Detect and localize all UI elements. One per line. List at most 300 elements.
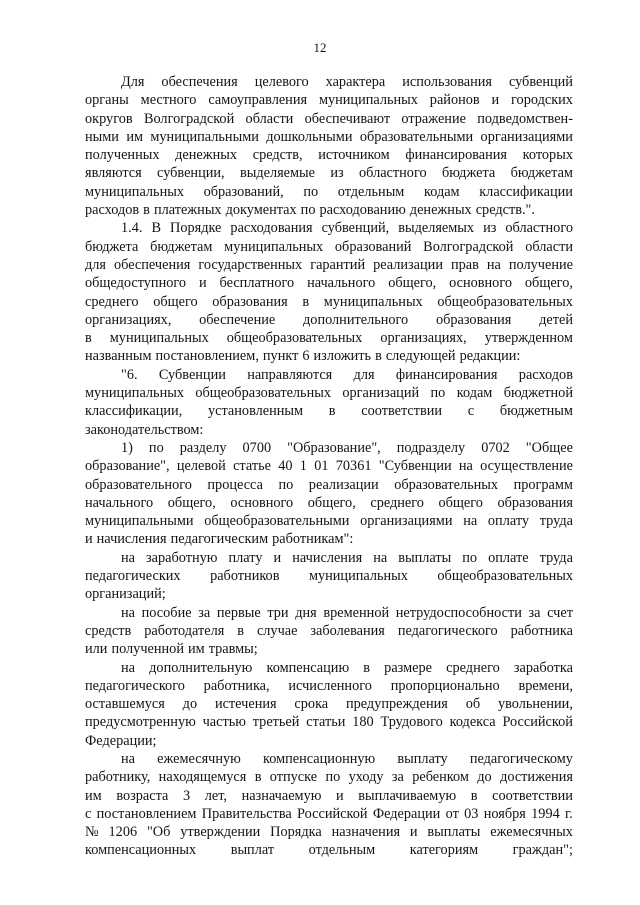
word: области bbox=[525, 238, 573, 255]
text-line bbox=[85, 713, 573, 731]
word: выплаты bbox=[398, 549, 452, 566]
word: соответствии bbox=[492, 787, 573, 804]
word: дошкольными bbox=[266, 128, 353, 145]
word: муниципальных bbox=[109, 330, 209, 347]
word: с bbox=[467, 403, 475, 420]
word: оплату bbox=[487, 513, 530, 530]
text-line bbox=[85, 585, 573, 603]
word: отражение bbox=[401, 110, 466, 127]
word: об bbox=[465, 696, 481, 713]
word: районов bbox=[429, 92, 480, 109]
word: до bbox=[477, 769, 492, 786]
word: среднего bbox=[370, 494, 424, 511]
word: 03 bbox=[464, 805, 479, 822]
word: 0700 bbox=[242, 439, 272, 456]
word: постановлением, bbox=[155, 348, 259, 365]
word: на bbox=[486, 256, 501, 273]
word: организаций; bbox=[85, 586, 166, 603]
word: процесса bbox=[207, 476, 263, 493]
word: субвенций bbox=[508, 74, 573, 90]
word: обеспечения bbox=[114, 256, 191, 273]
word: на bbox=[463, 513, 478, 530]
word: организаций bbox=[342, 385, 420, 402]
word: категориям bbox=[409, 842, 479, 859]
word: Федерации; bbox=[85, 732, 157, 749]
word: за bbox=[528, 604, 541, 621]
word: Российской bbox=[502, 714, 573, 731]
word: Правительства bbox=[201, 805, 292, 822]
word: "6. bbox=[121, 366, 138, 383]
word: отдельным bbox=[308, 842, 376, 859]
word: на bbox=[121, 549, 135, 566]
text-line bbox=[85, 256, 573, 274]
word: областного bbox=[505, 220, 573, 237]
word: им bbox=[187, 641, 205, 658]
word: от bbox=[445, 805, 459, 822]
word: за bbox=[198, 604, 211, 621]
word: общего bbox=[153, 293, 198, 310]
word: Федерации bbox=[372, 805, 441, 822]
word: статье bbox=[233, 458, 271, 475]
word: среднего bbox=[446, 659, 500, 676]
word: являются bbox=[85, 165, 142, 182]
word: расходованию bbox=[319, 202, 406, 219]
word: классификации, bbox=[85, 403, 183, 420]
word: общеобразовательных bbox=[195, 385, 331, 402]
word: бюджетной bbox=[503, 385, 573, 402]
word: общего, bbox=[524, 275, 573, 292]
word: в bbox=[254, 769, 262, 786]
word: с bbox=[85, 805, 92, 822]
word: денежных bbox=[175, 147, 238, 164]
text-line bbox=[85, 805, 573, 823]
word: Волгоградской bbox=[423, 238, 514, 255]
word: установленным bbox=[208, 403, 304, 420]
text-line bbox=[85, 677, 573, 695]
word: бюджетным bbox=[499, 403, 573, 420]
word: заработка bbox=[513, 659, 573, 676]
text-line bbox=[85, 768, 573, 786]
word: компенсационных bbox=[85, 842, 197, 859]
word: муниципальных bbox=[85, 183, 184, 200]
word: Волгоградской bbox=[143, 110, 235, 127]
word: среднего bbox=[85, 293, 139, 310]
word: общего, bbox=[307, 494, 356, 511]
word: прав bbox=[450, 256, 479, 273]
word: пропорционально bbox=[390, 677, 500, 694]
word: размере bbox=[384, 659, 432, 676]
word: целевого bbox=[254, 74, 309, 90]
text-line bbox=[85, 732, 573, 750]
word: отдельным bbox=[337, 183, 405, 200]
word: плату bbox=[228, 549, 263, 566]
word: в bbox=[237, 622, 244, 639]
word: утверждении bbox=[180, 824, 261, 841]
word: Субвенции bbox=[158, 366, 226, 383]
word: целевой bbox=[176, 458, 226, 475]
word: по bbox=[430, 385, 446, 402]
word: начисления bbox=[96, 531, 167, 548]
word: или bbox=[85, 641, 108, 658]
word: кодам bbox=[423, 183, 460, 200]
word: достижения bbox=[500, 769, 573, 786]
word: полученных bbox=[85, 147, 160, 164]
text-line bbox=[85, 841, 573, 859]
word: временной bbox=[323, 604, 390, 621]
text-line bbox=[85, 238, 573, 256]
word: субвенций, bbox=[321, 220, 390, 237]
word: нетрудоспособности bbox=[395, 604, 522, 621]
word: расходования bbox=[230, 220, 313, 237]
word: на bbox=[121, 604, 135, 621]
word: и bbox=[85, 531, 93, 548]
word: разделу bbox=[179, 439, 227, 456]
word: области bbox=[245, 110, 294, 127]
word: труда bbox=[539, 549, 573, 566]
word: предупреждения bbox=[345, 696, 448, 713]
word: травмы; bbox=[208, 641, 258, 658]
word: общего, bbox=[388, 275, 437, 292]
word: средств, bbox=[252, 147, 303, 164]
word: для bbox=[85, 256, 106, 273]
text-line bbox=[85, 695, 573, 713]
text-line bbox=[85, 110, 573, 128]
word: муниципальных bbox=[318, 92, 418, 109]
word: осуществление bbox=[480, 458, 573, 475]
word: "Об bbox=[146, 824, 171, 841]
word: муниципальных bbox=[308, 568, 408, 585]
word: детей bbox=[539, 311, 573, 328]
word: возраста bbox=[116, 787, 169, 804]
word: ежемесячную bbox=[157, 750, 241, 767]
word: "Субвенции bbox=[378, 458, 452, 475]
word: названным bbox=[85, 348, 152, 365]
word: образования bbox=[212, 293, 288, 310]
word: 1 bbox=[299, 458, 307, 475]
word: дня bbox=[295, 604, 317, 621]
word: организациях, bbox=[85, 311, 172, 328]
word: 1) bbox=[121, 439, 133, 456]
word: финансирования bbox=[395, 366, 498, 383]
word: три bbox=[267, 604, 289, 621]
word: реализации bbox=[373, 256, 443, 273]
text-line bbox=[85, 274, 573, 292]
word: педагогическим bbox=[170, 531, 269, 548]
text-line bbox=[85, 567, 573, 585]
word: бюджетам bbox=[510, 165, 573, 182]
word: в bbox=[143, 202, 150, 219]
word: кодам bbox=[456, 385, 493, 402]
word: организациях, bbox=[380, 330, 467, 347]
word: начисления bbox=[292, 549, 363, 566]
word: образовательного bbox=[85, 476, 192, 493]
word: государственных bbox=[198, 256, 303, 273]
word: подразделу bbox=[396, 439, 466, 456]
word: направляются bbox=[247, 366, 333, 383]
word: предусмотренную bbox=[85, 714, 196, 731]
page-number: 12 bbox=[313, 40, 327, 55]
word: уходу bbox=[348, 769, 384, 786]
word: № bbox=[85, 824, 99, 841]
text-line bbox=[85, 201, 573, 219]
word: образований, bbox=[203, 183, 284, 200]
word: 1.4. bbox=[121, 220, 143, 237]
word: Порядка bbox=[270, 824, 322, 841]
word: 0702 bbox=[481, 439, 510, 456]
text-line bbox=[85, 219, 573, 237]
word: счет bbox=[547, 604, 573, 621]
word: им bbox=[126, 128, 144, 145]
text-line bbox=[85, 457, 573, 475]
word: ноября bbox=[483, 805, 526, 822]
word: педагогическому bbox=[469, 750, 573, 767]
word: г. bbox=[565, 805, 573, 822]
word: общедоступного bbox=[85, 275, 187, 292]
word: следующей bbox=[385, 348, 456, 365]
word: заболевания bbox=[310, 622, 385, 639]
word: утвержденном bbox=[484, 330, 573, 347]
word: общеобразовательных bbox=[437, 568, 573, 585]
word: граждан"; bbox=[512, 842, 573, 859]
word: основного bbox=[449, 275, 512, 292]
word: источником bbox=[318, 147, 390, 164]
text-line bbox=[85, 293, 573, 311]
word: отпуске bbox=[269, 769, 318, 786]
text-line bbox=[85, 622, 573, 640]
word: работнику, bbox=[85, 769, 151, 786]
text-line bbox=[85, 640, 573, 658]
word: и bbox=[491, 92, 500, 109]
word: по bbox=[325, 769, 341, 786]
word: образования bbox=[435, 311, 512, 328]
word: выплату bbox=[397, 750, 448, 767]
word: по bbox=[148, 439, 164, 456]
word: Порядке bbox=[170, 220, 222, 237]
word: по bbox=[462, 549, 478, 566]
word: и bbox=[198, 275, 207, 292]
word: 1994 bbox=[531, 805, 560, 822]
text-line bbox=[85, 311, 573, 329]
word: образование", bbox=[85, 458, 170, 475]
text-line bbox=[85, 604, 573, 622]
text-line bbox=[85, 384, 573, 402]
word: образовательными bbox=[359, 128, 474, 145]
word: истечения bbox=[214, 696, 277, 713]
word: постановлением bbox=[96, 805, 197, 822]
text-line bbox=[85, 91, 573, 109]
word: субвенции, bbox=[157, 165, 225, 182]
word: обеспечения bbox=[161, 74, 238, 90]
word: первые bbox=[216, 604, 261, 621]
word: бесплатного bbox=[219, 275, 295, 292]
word: дополнительного bbox=[303, 311, 409, 328]
word: работникам": bbox=[272, 531, 354, 548]
word: 6 bbox=[302, 348, 310, 365]
word: ежемесячных bbox=[490, 824, 573, 841]
word: ными bbox=[85, 128, 119, 145]
word: ребенком bbox=[412, 769, 469, 786]
word: 01 bbox=[314, 458, 329, 475]
word: пособие bbox=[141, 604, 192, 621]
word: кодекса bbox=[449, 714, 496, 731]
word: "Образование", bbox=[287, 439, 381, 456]
text-line bbox=[85, 329, 573, 347]
word: на bbox=[121, 659, 135, 676]
word: оставшемуся bbox=[85, 696, 165, 713]
word: в bbox=[302, 293, 310, 310]
word: начального bbox=[307, 275, 376, 292]
word: в bbox=[375, 348, 382, 365]
word: местного bbox=[140, 92, 197, 109]
text-line bbox=[85, 750, 573, 768]
word: общего, bbox=[167, 494, 216, 511]
word: органы bbox=[85, 92, 129, 109]
word: гарантий bbox=[310, 256, 366, 273]
word: времени, bbox=[518, 677, 573, 694]
word: основного bbox=[230, 494, 294, 511]
word: расходов bbox=[85, 202, 140, 219]
text-line bbox=[85, 183, 573, 201]
word: работодателя bbox=[144, 622, 225, 639]
word: дополнительную bbox=[149, 659, 253, 676]
text-line bbox=[85, 421, 573, 439]
word: срока bbox=[294, 696, 329, 713]
word: подведомствен- bbox=[477, 110, 573, 127]
word: работников bbox=[210, 568, 280, 585]
word: образовательных bbox=[394, 476, 499, 493]
word: по bbox=[300, 202, 316, 219]
text-line bbox=[85, 823, 573, 841]
word: труда bbox=[539, 513, 573, 530]
word: третьей bbox=[252, 714, 300, 731]
word: которых bbox=[522, 147, 573, 164]
text-line bbox=[85, 530, 573, 548]
word: выплачиваемую bbox=[358, 787, 457, 804]
document-body bbox=[85, 73, 573, 860]
word: классификации bbox=[479, 183, 573, 200]
word: редакции: bbox=[459, 348, 521, 365]
word: педагогического bbox=[397, 622, 498, 639]
word: использования bbox=[402, 74, 492, 90]
word: программ bbox=[513, 476, 573, 493]
word: муниципальных bbox=[224, 238, 324, 255]
word: исчисленного bbox=[288, 677, 372, 694]
word: по bbox=[303, 183, 319, 200]
word: компенсацию bbox=[266, 659, 350, 676]
text-line bbox=[85, 549, 573, 567]
word: образования bbox=[497, 494, 573, 511]
word: муниципальных bbox=[323, 293, 423, 310]
word: начального bbox=[85, 494, 154, 511]
word: характера bbox=[325, 74, 386, 90]
word: Для bbox=[121, 74, 145, 90]
word: общеобразовательных bbox=[226, 330, 363, 347]
word: областного bbox=[359, 165, 427, 182]
word: изложить bbox=[313, 348, 372, 365]
text-line bbox=[85, 146, 573, 164]
word: получение bbox=[508, 256, 573, 273]
word: бюджета bbox=[441, 165, 496, 182]
word: в bbox=[85, 330, 92, 347]
text-line bbox=[85, 164, 573, 182]
word: расходов bbox=[518, 366, 573, 383]
text-line bbox=[85, 347, 573, 365]
word: на bbox=[121, 750, 135, 767]
word: общего bbox=[438, 494, 483, 511]
word: обеспечивают bbox=[304, 110, 391, 127]
word: документах bbox=[225, 202, 297, 219]
word: лет, bbox=[204, 787, 227, 804]
word: 70361 bbox=[335, 458, 372, 475]
word: бюджетам bbox=[150, 238, 213, 255]
word: законодательством: bbox=[85, 421, 204, 438]
word: из bbox=[483, 220, 497, 237]
word: случае bbox=[256, 622, 298, 639]
text-line bbox=[85, 73, 573, 91]
word: им bbox=[85, 787, 102, 804]
word: В bbox=[151, 220, 161, 237]
word: 180 bbox=[352, 714, 374, 731]
word: до bbox=[182, 696, 198, 713]
word: организациями bbox=[480, 128, 573, 145]
word: 40 bbox=[278, 458, 293, 475]
word: муниципальными bbox=[150, 128, 259, 145]
word: частью bbox=[202, 714, 246, 731]
word: финансирования bbox=[405, 147, 508, 164]
word: реализации bbox=[308, 476, 379, 493]
word: средств bbox=[85, 622, 132, 639]
word: "Общее bbox=[525, 439, 573, 456]
word: Трудового bbox=[380, 714, 443, 731]
word: пункт bbox=[262, 348, 299, 365]
word: и bbox=[336, 787, 344, 804]
text-line bbox=[85, 128, 573, 146]
word: назначаемую bbox=[241, 787, 322, 804]
word: для bbox=[353, 366, 375, 383]
word: самоуправления bbox=[208, 92, 308, 109]
word: в bbox=[470, 787, 478, 804]
word: оплате bbox=[488, 549, 529, 566]
word: педагогического bbox=[85, 677, 185, 694]
word: выделяемых bbox=[398, 220, 475, 237]
word: денежных bbox=[409, 202, 472, 219]
word: общеобразовательными bbox=[204, 513, 350, 530]
word: выплаты bbox=[427, 824, 481, 841]
word: средств.". bbox=[475, 202, 535, 219]
word: выплат bbox=[230, 842, 275, 859]
word: платежных bbox=[153, 202, 222, 219]
word: в bbox=[328, 403, 336, 420]
word: муниципальных bbox=[85, 385, 184, 402]
text-line bbox=[85, 476, 573, 494]
word: заработную bbox=[146, 549, 218, 566]
word: полученной bbox=[111, 641, 184, 658]
word: по bbox=[278, 476, 294, 493]
word: на bbox=[458, 458, 473, 475]
word: в bbox=[363, 659, 371, 676]
word: увольнении, bbox=[497, 696, 573, 713]
text-line bbox=[85, 659, 573, 677]
word: соответствии bbox=[361, 403, 443, 420]
word: и bbox=[409, 824, 418, 841]
text-line bbox=[85, 366, 573, 384]
word: округов bbox=[85, 110, 133, 127]
word: статьи bbox=[306, 714, 346, 731]
word: педагогических bbox=[85, 568, 181, 585]
word: организациями bbox=[360, 513, 453, 530]
text-line bbox=[85, 787, 573, 805]
word: общеобразовательных bbox=[437, 293, 573, 310]
